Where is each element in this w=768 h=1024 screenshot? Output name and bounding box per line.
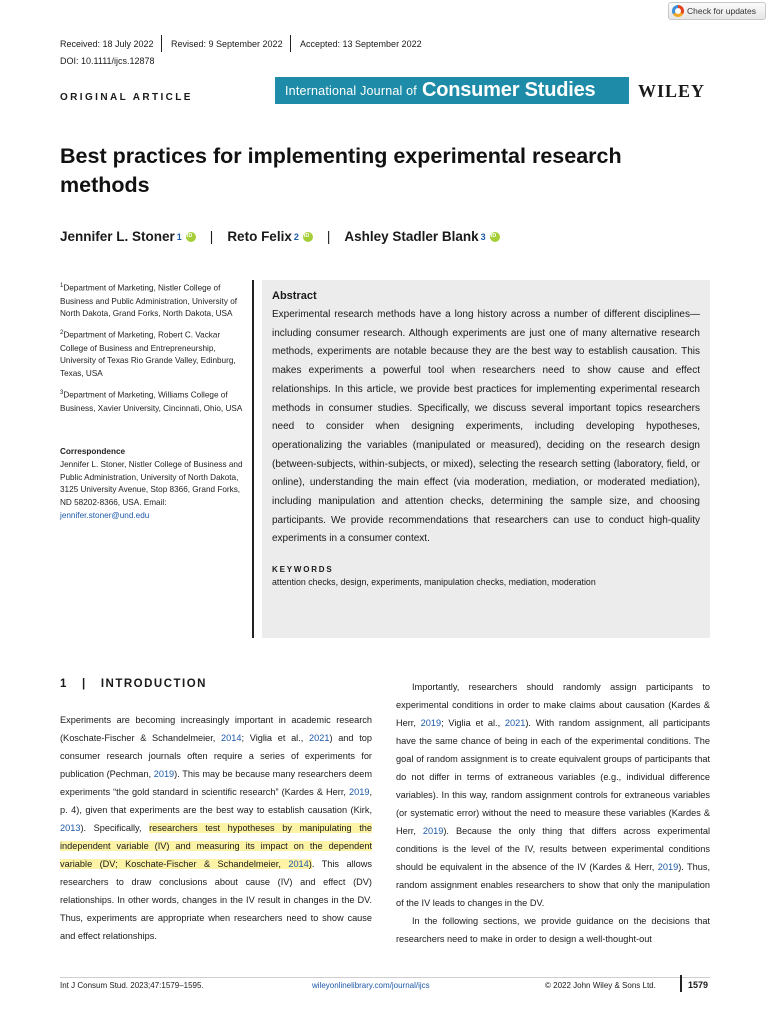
author-name[interactable]: Ashley Stadler Blank [344, 229, 479, 244]
journal-prefix: International Journal of [285, 83, 417, 98]
meta-divider [161, 35, 162, 52]
page-number: 1579 [688, 980, 709, 990]
doi: DOI: 10.1111/ijcs.12878 [60, 56, 155, 66]
abstract-text: Experimental research methods have a long history across a number of different disciplines—including consumer research. Although experiments are just one of many alternative research methods, experiments are notable because they are the best way to establish causation. This makes experiments a powerful tool when researchers need to show cause and effect relationships. In this article, we provide best practices for implementing experimental research methods in consumer studies. Specifically, we discuss several important topics researchers need to consider when designing experiments, including developing hypotheses, operationalizing the variables (manipulated or measured), deciding on the research design (between-subjects, within-subjects, or mixed), selecting the research setting (laboratory, field, or online), understanding the main effect (via moderation, mediation, or moderated mediation), including manipulation and attention checks, determining the sample size, and choosing participants. We provide recommendations that researchers can use to conduct high-quality experiments in a consumer context. [272, 309, 700, 545]
check-for-updates-label: Check for updates [687, 6, 756, 16]
correspondence-text: Jennifer L. Stoner, Nistler College of Business and Public Administration, University of North Dakota, 3125 University Avenue, Stop 8366, Grand Forks, ND 58202-8366, USA. Email: jennifer.stoner@und.edu [60, 459, 243, 520]
paper-title: Best practices for implementing experimental research methods [60, 144, 622, 197]
abstract-heading: Abstract [272, 290, 317, 302]
check-for-updates-button[interactable] [668, 2, 766, 20]
footer-url-link[interactable]: wileyonlinelibrary.com/journal/ijcs [312, 981, 430, 990]
affiliation-item: $^2$Department of Marketing, Robert C. Vackar College of Business and Entrepreneurship, University of Texas Rio Grande Valley, Edinburg, Texas, USA [60, 330, 236, 379]
body-paragraph: Importantly, researchers should randomly assign participants to experimental conditions in order to make claims about causation (Kardes & Herr, 2019; Viglia et al., 2021). With random assignment, all participants have the same chance of being in each of the experimental conditions. The goal of random assignment is to create equivalent groups of participants that do not differ in terms of extraneous variables (e.g., individual difference variables). In this way, random assignment controls for extraneous variables (or systematic error) without the need to measure these variables (Kardes & Herr, 2019). Because the only thing that differs across experimental conditions is the level of the IV, results between experimental conditions should be equivalent in the absence of the IV (Kardes & Herr, 2019). Thus, random assignment enables researchers to show that only the manipulation of the IV leads to changes in the DV. [396, 682, 710, 908]
email-link[interactable]: jennifer.stoner@und.edu [60, 510, 150, 520]
author-name[interactable]: Reto Felix [227, 229, 292, 244]
citation-link[interactable]: 2021 [504, 718, 526, 728]
keywords-heading: KEYWORDS [272, 565, 334, 575]
revised-date: Revised: 9 September 2022 [171, 39, 283, 49]
publisher-logo: WILEY [638, 81, 706, 101]
orcid-icon[interactable] [490, 232, 500, 242]
page-number-divider [680, 975, 682, 992]
author-name[interactable]: Jennifer L. Stoner [60, 229, 175, 244]
crossmark-icon [672, 5, 684, 17]
meta-divider [290, 35, 291, 52]
footer-copyright: © 2022 John Wiley & Sons Ltd. [545, 981, 656, 990]
correspondence-heading: Correspondence [60, 447, 126, 456]
affiliation-item: $^3$Department of Marketing, Williams College of Business, Xavier University, Cincinnati, Ohio, USA [60, 390, 243, 413]
footer-citation: Int J Consum Stud. 2023;47:1579–1595. [60, 981, 204, 990]
footer-rule [60, 977, 710, 978]
orcid-icon[interactable] [303, 232, 313, 242]
body-column-right [396, 678, 710, 948]
orcid-icon[interactable] [186, 232, 196, 242]
affiliation-sup[interactable]: 3 [480, 231, 486, 242]
section-heading: 1 | INTRODUCTION [60, 678, 207, 690]
citation-link[interactable]: 2013 [60, 823, 81, 833]
citation-link[interactable]: 2021 [309, 733, 330, 743]
highlighted-text: ) [308, 859, 312, 869]
article-type: ORIGINAL ARTICLE [60, 92, 193, 103]
author-separator: | [209, 229, 214, 244]
journal-banner [275, 77, 629, 104]
affiliation-item: $^1$Department of Marketing, Nistler College of Business and Public Administration, University of North Dakota, Grand Forks, North Dakota, USA [60, 283, 238, 319]
citation-link[interactable]: 2014 [221, 733, 242, 743]
citation-link[interactable]: 2019 [420, 718, 442, 728]
citation-link[interactable]: 2019 [657, 862, 679, 872]
body-paragraph: Experiments are becoming increasingly important in academic research (Koschate-Fischer & Schandelmeier, 2014; Viglia et al., 2021) and top consumer research journals often require a series of experiments for publication (Pechman, 2019). This may be because many researchers deem experiments “the gold standard in scientific research” (Kardes & Herr, 2019, p. 4), given that experiments are the best way to establish causation (Kirk, 2013). Specifically, researchers test hypotheses by manipulating the independent variable (IV) and measuring its impact on the dependent variable (DV; Koschate-Fischer & Schandelmeier, 2014). This allows researchers to draw conclusions about cause (IV) and effect (DV) relationships. In other words, changes in the IV result in changes in the DV. Thus, experiments are appropriate when researchers need to show cause and effect relationships. [60, 715, 372, 941]
accepted-date: Accepted: 13 September 2022 [300, 39, 422, 49]
affiliations [60, 280, 245, 421]
abstract-box [262, 280, 710, 638]
author-separator: | [326, 229, 331, 244]
keywords-list: attention checks, design, experiments, manipulation checks, mediation, moderation [272, 577, 596, 588]
body-column-left [60, 711, 372, 945]
received-date: Received: 18 July 2022 [60, 39, 154, 49]
abstract-rule [252, 280, 254, 638]
author-list [60, 229, 500, 244]
highlighted-text: researchers test hypotheses by manipulating the independent variable (IV) and measuring its impact on the dependent variable (DV; Koschate-Fischer & Schandelmeier, [60, 823, 372, 869]
citation-link[interactable]: 2019 [422, 826, 444, 836]
citation-link[interactable]: 2019 [348, 787, 370, 797]
body-paragraph: In the following sections, we provide guidance on the decisions that researchers need to make in order to design a well-thought-out [396, 916, 710, 944]
affiliation-sup[interactable]: 2 [293, 231, 299, 242]
correspondence [60, 446, 250, 523]
journal-name: Consumer Studies [421, 79, 596, 101]
affiliation-sup[interactable]: 1 [176, 231, 182, 242]
citation-link[interactable]: 2014 [288, 859, 309, 869]
citation-link[interactable]: 2019 [153, 769, 175, 779]
